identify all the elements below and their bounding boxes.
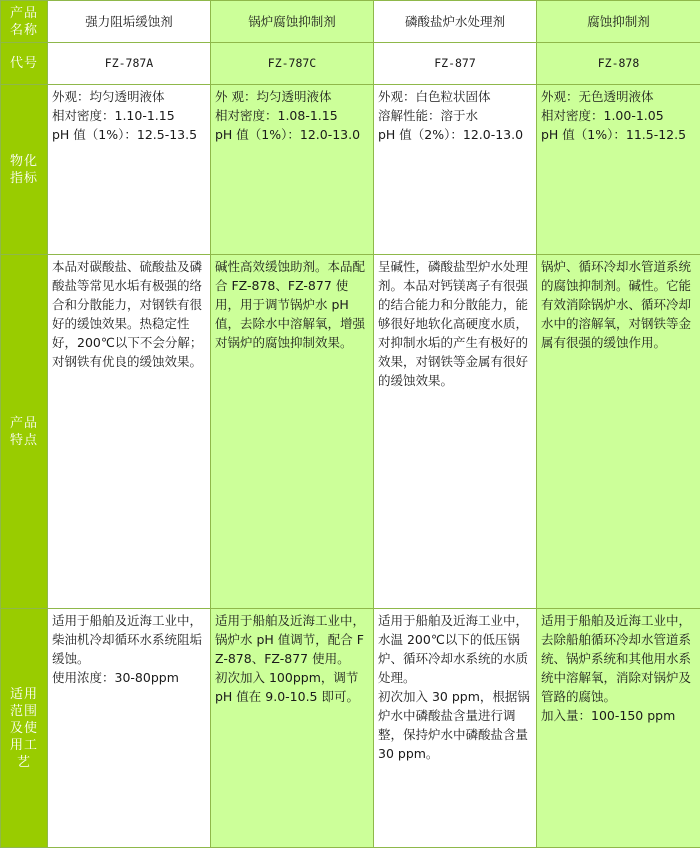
row-code	[1, 43, 700, 85]
row-physical-properties	[1, 85, 700, 255]
props-fz878: 外观：无色透明液体 相对密度：1.00-1.05 pH 值（1%）：11.5-12.5	[537, 85, 700, 255]
props-fz787a: 外观：均匀透明液体 相对密度：1.10-1.15 pH 值（1%）：12.5-13.5	[48, 85, 211, 255]
props-fz877: 外观：白色粒状固体 溶解性能：溶于水 pH 值（2%）：12.0-13.0	[374, 85, 537, 255]
product-name-fz787a: 强力阻垢缓蚀剂	[48, 1, 211, 43]
rowhead-product-name: 产品 名称	[1, 1, 48, 43]
usage-fz787a: 适用于船舶及近海工业中，柴油机冷却循环水系统阻垢缓蚀。 使用浓度：30-80ppm	[48, 609, 211, 848]
code-fz787c: FZ-787C	[211, 43, 374, 85]
rowhead-features: 产品 特点	[1, 255, 48, 609]
usage-fz878: 适用于船舶及近海工业中，去除船舶循环冷却水管道系统、锅炉系统和其他用水系统中溶解氧，消除对锅炉及管路的腐蚀。 加入量：100-150 ppm	[537, 609, 700, 848]
code-fz787a: FZ-787A	[48, 43, 211, 85]
product-name-fz787c: 锅炉腐蚀抑制剂	[211, 1, 374, 43]
code-fz878: FZ-878	[537, 43, 700, 85]
row-features	[1, 255, 700, 609]
row-usage	[1, 609, 700, 848]
features-fz787a: 本品对碳酸盐、硫酸盐及磷酸盐等常见水垢有极强的络合和分散能力，对钢铁有很好的缓蚀效果。热稳定性好，200℃以下不会分解；对钢铁有优良的缓蚀效果。	[48, 255, 211, 609]
code-fz877: FZ-877	[374, 43, 537, 85]
features-fz878: 锅炉、循环冷却水管道系统的腐蚀抑制剂。碱性。它能有效消除锅炉水、循环冷却水中的溶解氧，对钢铁等金属有很强的缓蚀作用。	[537, 255, 700, 609]
product-name-fz877: 磷酸盐炉水处理剂	[374, 1, 537, 43]
rowhead-code: 代号	[1, 43, 48, 85]
row-product-name	[1, 1, 700, 43]
rowhead-physical-properties: 物化 指标	[1, 85, 48, 255]
props-fz787c: 外 观：均匀透明液体 相对密度：1.08-1.15 pH 值（1%）：12.0-13.0	[211, 85, 374, 255]
product-name-fz878: 腐蚀抑制剂	[537, 1, 700, 43]
features-fz787c: 碱性高效缓蚀助剂。本品配合 FZ-878、FZ-877 使用，用于调节锅炉水 pH 值，去除水中溶解氧，增强对锅炉的腐蚀抑制效果。	[211, 255, 374, 609]
features-fz877: 呈碱性，磷酸盐型炉水处理剂。本品对钙镁离子有很强的结合能力和分散能力，能够很好地软化高硬度水质，对抑制水垢的产生有极好的效果，对钢铁等金属有很好的缓蚀效果。	[374, 255, 537, 609]
usage-fz877: 适用于船舶及近海工业中，水温 200℃以下的低压锅炉、循环冷却水系统的水质处理。 初次加入 30 ppm，根据锅炉水中磷酸盐含量进行调整，保持炉水中磷酸盐含量 30 ppm。	[374, 609, 537, 848]
usage-fz787c: 适用于船舶及近海工业中，锅炉水 pH 值调节，配合 FZ-878、FZ-877 使用。 初次加入 100ppm，调节 pH 值在 9.0-10.5 即可。	[211, 609, 374, 848]
rowhead-usage: 适用 范围 及使 用工 艺	[1, 609, 48, 848]
